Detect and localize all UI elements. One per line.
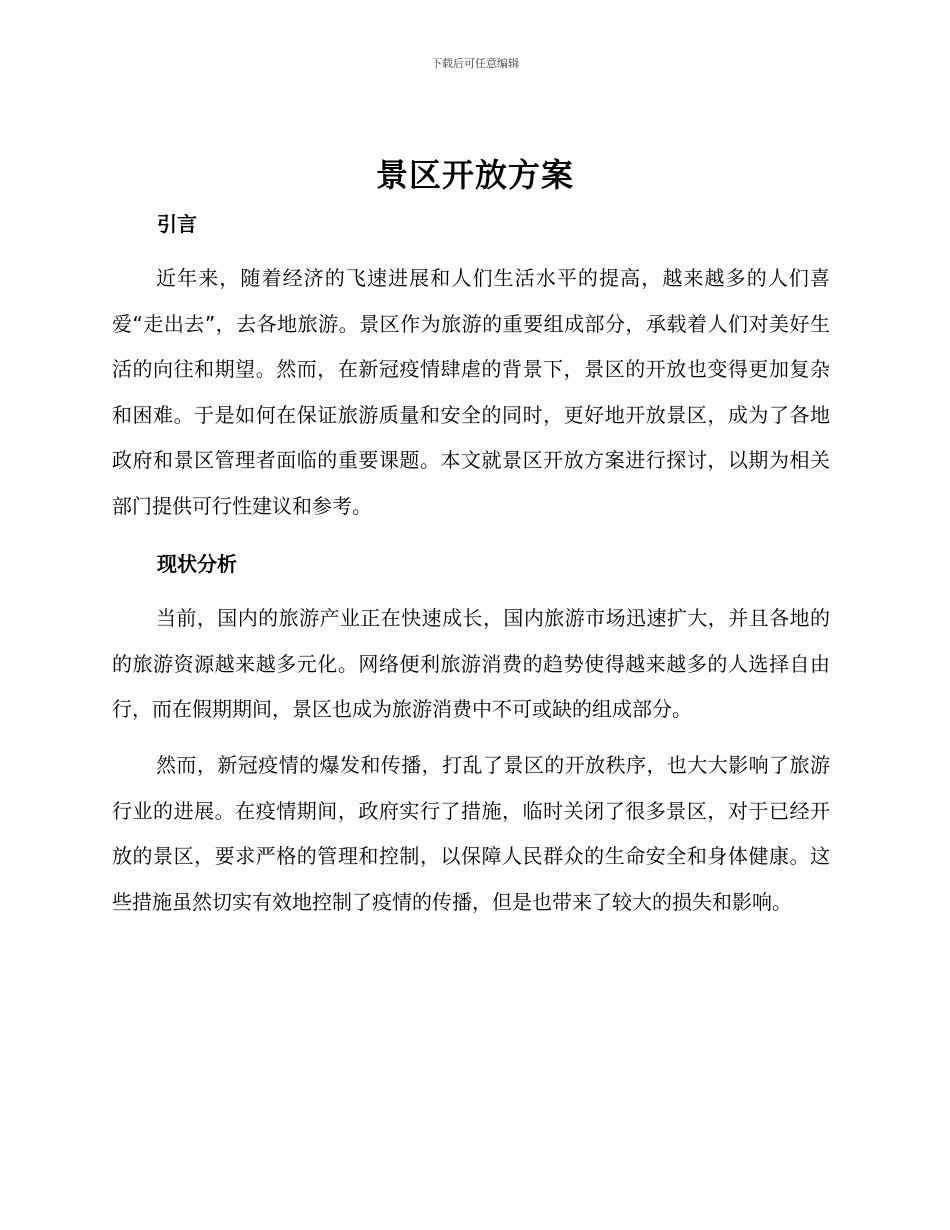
document-title: 景区开放方案 — [375, 156, 574, 194]
section-heading-introduction: 引言 — [157, 212, 197, 236]
section-heading-status-analysis: 现状分析 — [157, 552, 237, 576]
paragraph-status-analysis-2: 然而，新冠疫情的爆发和传播，打乱了景区的开放秩序，也大大影响了旅游行业的进展。在疫情期间，政府实行了措施，临时关闭了很多景区，对于已经开放的景区，要求严格的管理和控制，以保障人民群众的生命安全和身体健康。这些措施虽然切实有效地控制了疫情的传播，但是也带来了较大的损失和影响。 — [112, 753, 830, 914]
header-note: 下载后可任意编辑 — [431, 57, 519, 70]
paragraph-status-analysis-1: 当前，国内的旅游产业正在快速成长，国内旅游市场迅速扩大，并且各地的的旅游资源越来越多元化。网络便利旅游消费的趋势使得越来越多的人选择自由行，而在假期期间，景区也成为旅游消费中不可或缺的组成部分。 — [112, 606, 830, 721]
paragraph-introduction: 近年来，随着经济的飞速进展和人们生活水平的提高，越来越多的人们喜爱“走出去”，去各地旅游。景区作为旅游的重要组成部分，承载着人们对美好生活的向往和期望。然而，在新冠疫情肆虐的背景下，景区的开放也变得更加复杂和困难。于是如何在保证旅游质量和安全的同时，更好地开放景区，成为了各地政府和景区管理者面临的重要课题。本文就景区开放方案进行探讨，以期为相关部门提供可行性建议和参考。 — [112, 266, 830, 518]
